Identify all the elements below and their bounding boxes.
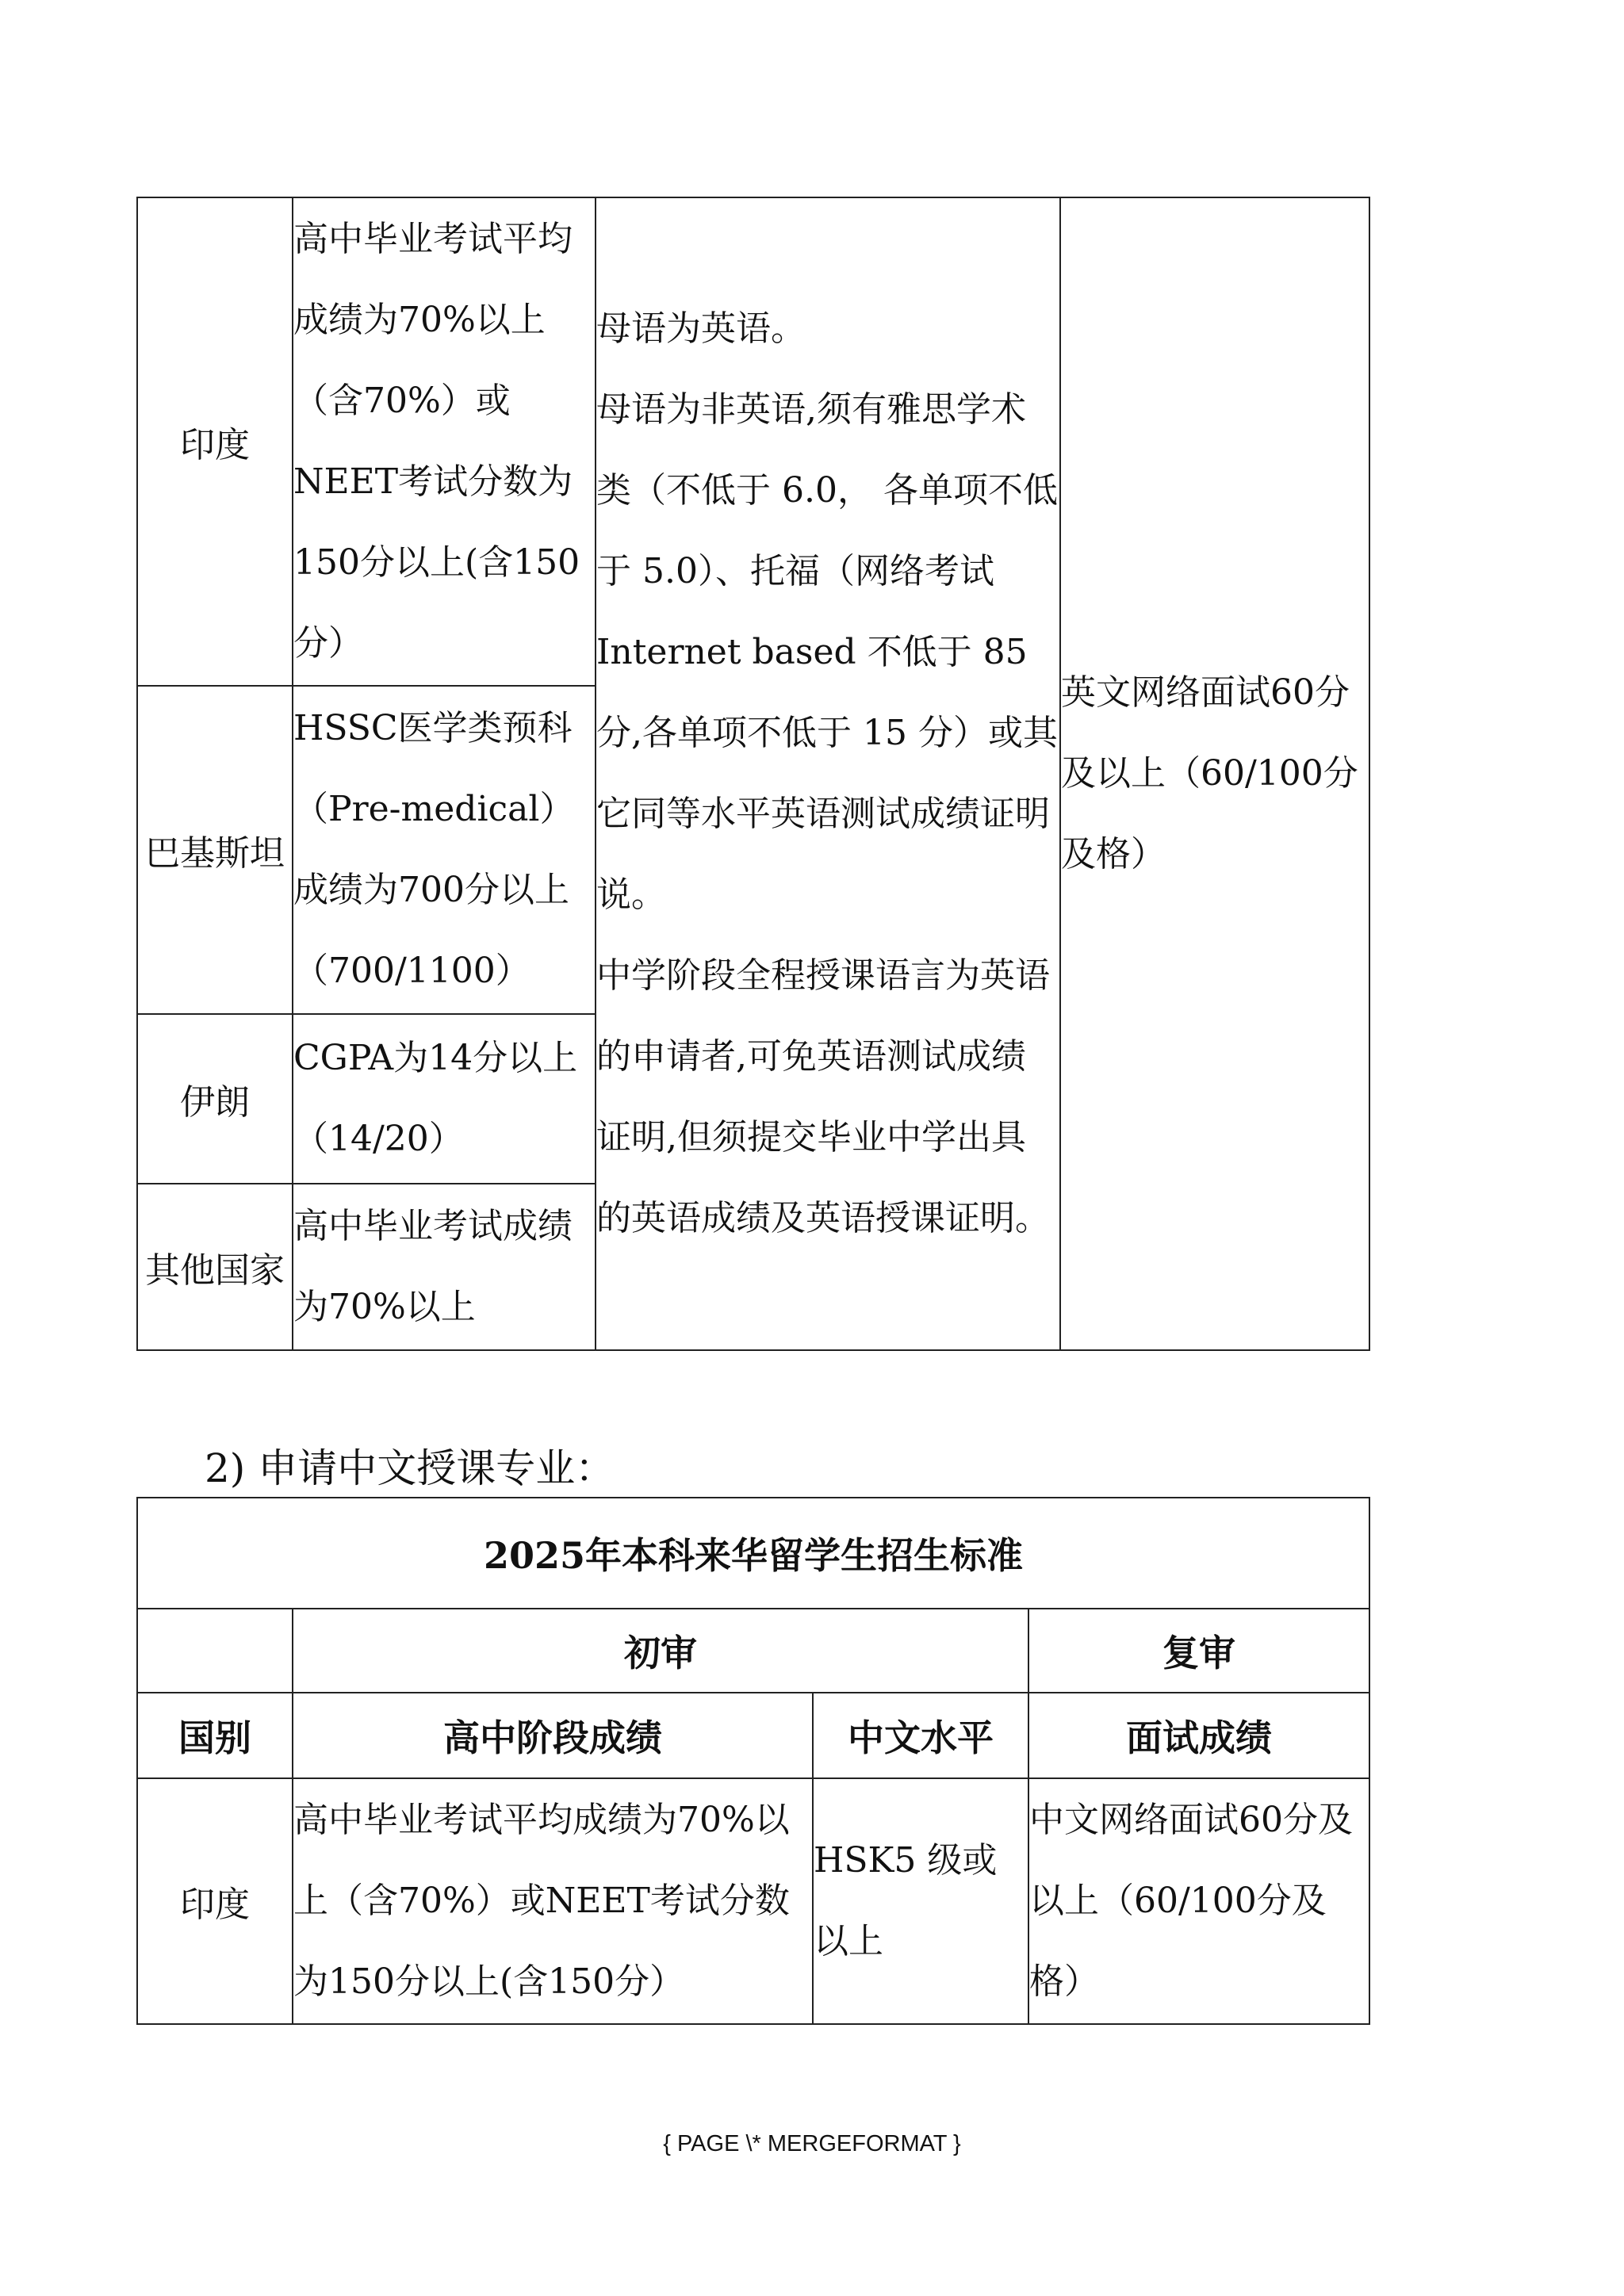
english-requirement-para: 母语为英语。 xyxy=(596,308,806,349)
table-title: 2025年本科来华留学生招生标准 xyxy=(137,1498,1369,1609)
section-heading: 2) 申请中文授课专业： xyxy=(205,1445,615,1491)
admission-table-english xyxy=(136,197,1370,1351)
page-footer-field: { PAGE \* MERGEFORMAT } xyxy=(663,2131,961,2156)
col-interview: 面试成绩 xyxy=(1028,1693,1369,1778)
score-cell: 高中毕业考试成绩为70%以上 xyxy=(293,1184,596,1350)
header-initial-review: 初审 xyxy=(293,1609,1028,1693)
header-second-review: 复审 xyxy=(1028,1609,1369,1693)
empty-cell xyxy=(137,1609,293,1693)
score-cell: 高中毕业考试平均成绩为70%以上（含70%）或NEET考试分数为150分以上(含150分） xyxy=(293,197,596,686)
english-requirement-para: 母语为非英语,须有雅思学术类（不低于 6.0， 各单项不低于 5.0）、托福（网络考试 Internet based 不低于 85分,各单项不低于 15 分）或其它同等水平英语测试成绩证明说。 xyxy=(596,389,1058,915)
col-score: 高中阶段成绩 xyxy=(293,1693,813,1778)
chinese-level-cell: HSK5 级或以上 xyxy=(813,1778,1028,2024)
country-cell: 印度 xyxy=(137,197,293,686)
country-cell: 伊朗 xyxy=(137,1014,293,1184)
interview-cell: 中文网络面试60分及以上（60/100分及格） xyxy=(1028,1778,1369,2024)
col-chinese-level: 中文水平 xyxy=(813,1693,1028,1778)
english-requirement-cell xyxy=(596,197,1060,1350)
score-cell: CGPA为14分以上（14/20） xyxy=(293,1014,596,1184)
country-cell: 印度 xyxy=(137,1778,293,2024)
english-requirement-para: 中学阶段全程授课语言为英语的申请者,可免英语测试成绩证明,但须提交毕业中学出具的英语成绩及英语授课证明。 xyxy=(596,955,1050,1238)
score-cell: HSSC医学类预科（Pre-medical）成绩为700分以上（700/1100） xyxy=(293,686,596,1014)
country-cell: 巴基斯坦 xyxy=(137,686,293,1014)
country-cell: 其他国家 xyxy=(137,1184,293,1350)
score-cell: 高中毕业考试平均成绩为70%以上（含70%）或NEET考试分数为150分以上(含150分） xyxy=(293,1778,813,2024)
admission-table-chinese xyxy=(136,1497,1370,2025)
interview-cell: 英文网络面试60分及以上（60/100分及格） xyxy=(1060,197,1369,1350)
col-country: 国别 xyxy=(137,1693,293,1778)
